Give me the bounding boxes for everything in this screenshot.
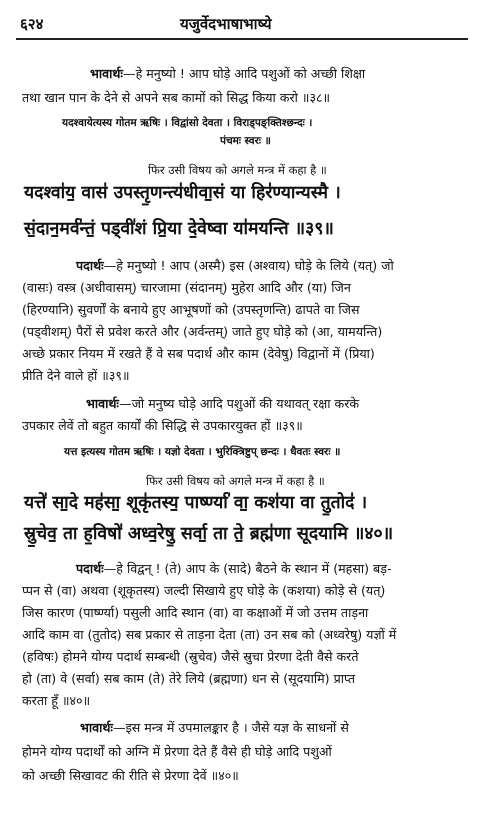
padartha-label: पदार्थः: [76, 561, 104, 576]
bhavartha-line: भावार्थः—जो मनुष्य घोड़े आदि पशुओं की यथावत् रक्षा करके: [86, 396, 360, 411]
bhavartha-line: भावार्थः—इस मन्त्र में उपमालङ्कार है । जैसे यज्ञ के साधनों से: [80, 720, 349, 735]
bhavartha-label: भावार्थः: [86, 396, 119, 411]
page-number: ६२४: [20, 15, 44, 33]
bhavartha-line: होमने योग्य पदार्थों को अग्नि में प्रेरणा देते हैं वैसे ही घोड़े आदि पशुओं: [22, 744, 332, 759]
padartha-label: पदार्थः: [76, 258, 104, 273]
padartha-line: प्रीति देने वाले हों ॥३९॥: [22, 368, 130, 383]
mantra-line: सं॒दान॒मर्व॑न्तं॒ पड्वी॑शं प्रि॒या दे॒वेष्वा या॑मयन्ति ॥३९॥: [24, 219, 334, 239]
padartha-line: (हविषः) होमने योग्य पदार्थ सम्बन्धी (स्रुचेव) जैसे स्रुचा प्रेरणा देती वैसे करते: [22, 649, 359, 664]
padartha-line: हो (ता) वे (सर्वा) सब काम (ते) तेरे लिये (ब्रह्मणा) धन से (सूदयामि) प्राप्त: [22, 671, 356, 686]
bhavartha-line: को अच्छी सिखावट की रीति से प्रेरणा देवें ॥४०॥: [22, 768, 239, 783]
verse-meta: यत्त इत्यस्य गोतम ऋषिः । यज्ञो देवता । भुरिक्त्रिष्टुप् छन्दः । धैवतः स्वरः ॥: [64, 446, 341, 458]
page-header: [0, 0, 484, 44]
padartha-line: अच्छे प्रकार नियम में रखते हैं वे सब पदार्थ और काम (देवेषु) विद्वानों में (प्रिया): [22, 346, 375, 361]
mantra-line: स्रु॒चेव॒ ता ह॒विषो॑ अध्व॒रेषु॒ सर्वा॒ ता ते॒ ब्रह्म॑णा सूदयामि ॥४०॥: [24, 524, 394, 544]
padartha-line: (हिरण्यानि) सुवर्णों के बनाये हुए आभूषणों को (उपस्तृणन्ति) ढापते वा जिस: [22, 302, 360, 317]
padartha-line: (वासः) वस्त्र (अधीवासम्) चारजामा (संदानम्) मुहेरा आदि और (या) जिन: [22, 280, 351, 295]
bhavartha-line: भावार्थः—हे मनुष्यो ! आप घोड़े आदि पशुओं को अच्छी शिक्षा: [90, 66, 366, 81]
padartha-line: पदार्थः—हे मनुष्यो ! आप (अस्मै) इस (अश्वाय) घोड़े के लिये (यत्) जो: [76, 258, 394, 273]
bhavartha-line: तथा खान पान के देने से अपने सब कामों को सिद्ध किया करो ॥३८॥: [22, 90, 331, 105]
verse-meta: यदश्वायेत्यस्य गोतम ऋषिः । विद्वांसो देवता । विराड्पङ्क्तिश्छन्दः ।: [62, 117, 313, 129]
bhavartha-label: भावार्थः: [80, 720, 113, 735]
padartha-line: करता हूँ ॥४०॥: [22, 693, 91, 708]
verse-meta: पंचमः स्वरः ॥: [220, 135, 271, 147]
padartha-line: जिस कारण (पार्ष्ण्या) पसुली आदि स्थान (वा) वा कक्षाओं में जो उत्तम ताड़ना: [22, 605, 369, 620]
bhavartha-line: उपकार लेवें तो बहुत कार्यों की सिद्धि से उपकारयुक्त हों ॥३९॥: [22, 418, 303, 433]
mantra-line: यत्ते॑ सा॒दे मह॑सा॒ शूकृ॑तस्य॒ पार्ष्ण्या॑ वा॒ कश॑या वा तु॒तोद॑ ।: [24, 493, 368, 513]
header-rule: [16, 38, 468, 40]
padartha-line: पदार्थः—हे विद्वन् ! (ते) आप के (सादे) बैठने के स्थान में (महसा) बड़-: [76, 561, 392, 576]
padartha-line: प्पन से (वा) अथवा (शूकृतस्य) जल्दी सिखाये हुए घोड़े के (कशया) कोड़े से (यत्): [22, 583, 386, 598]
mantra-line: यदश्वा॑य॒ वास॑ उपस्तृ॒णन्त्य॑धीवा॒सं या हिर॑ण्यान्यस्मै ।: [24, 183, 341, 203]
verse-intro: फिर उसी विषय को अगले मन्त्र में कहा है ॥: [148, 163, 327, 177]
padartha-line: (पड्वीशम्) पैरों से प्रवेश करते और (अर्वन्तम्) जाते हुए घोड़े को (आ, यामयन्ति): [22, 324, 383, 339]
padartha-line: आदि काम वा (तुतोद) सब प्रकार से ताड़ना देता (ता) उन सब को (अध्वरेषु) यज्ञों में: [22, 627, 397, 642]
bhavartha-label: भावार्थः: [90, 66, 123, 81]
verse-intro: फिर उसी विषय को अगले मन्त्र में कहा है ॥: [146, 474, 325, 488]
running-title: यजुर्वेदभाषाभाष्ये: [180, 15, 272, 33]
